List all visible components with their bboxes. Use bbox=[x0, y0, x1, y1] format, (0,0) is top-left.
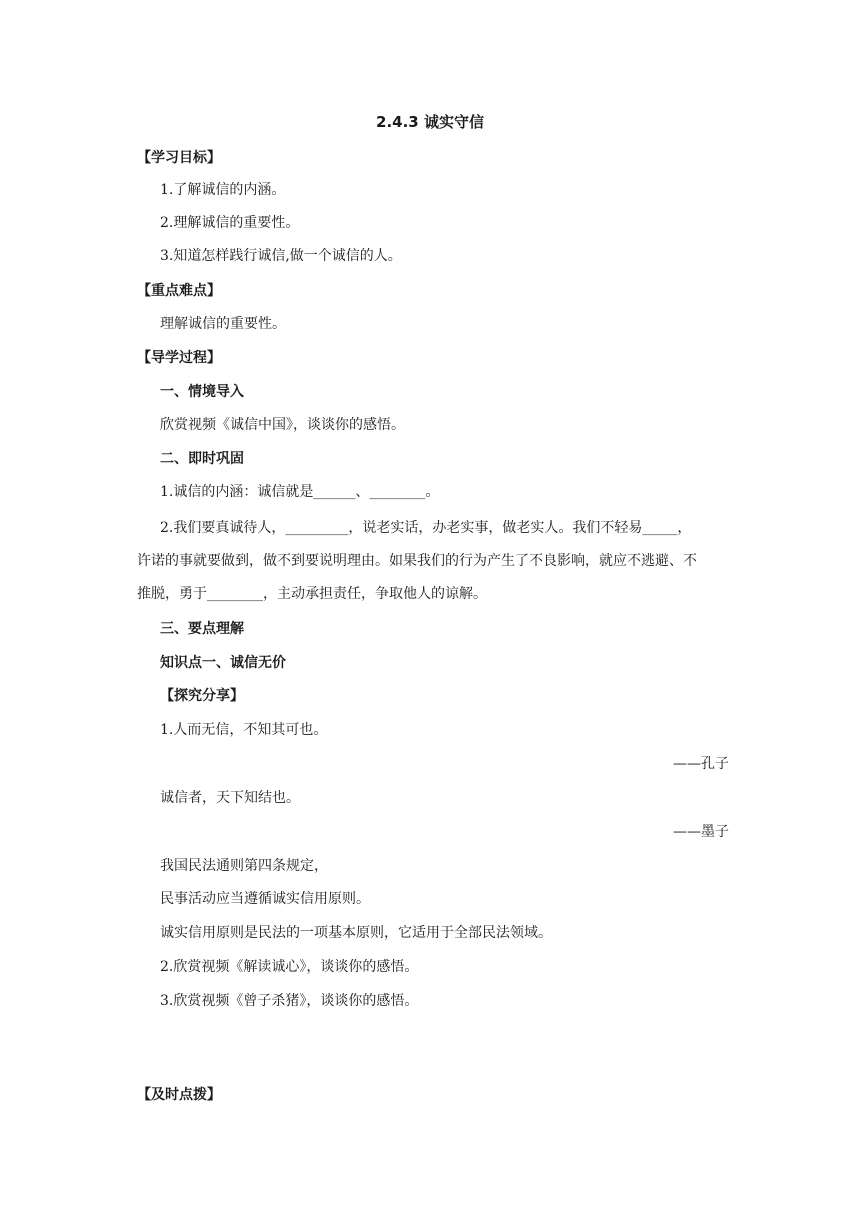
question-2-line-3: 推脱，勇于________，主动承担责任，争取他人的谅解。 bbox=[137, 586, 487, 602]
section1-text: 欣赏视频《诚信中国》，谈谈你的感悟。 bbox=[160, 417, 405, 433]
question-1: 1.诚信的内涵：诚信就是______、________。 bbox=[160, 484, 440, 500]
question-2-line-2: 许诺的事就要做到，做不到要说明理由。如果我们的行为产生了不良影响，就应不逃避、不 bbox=[137, 553, 697, 569]
law-line-2: 民事活动应当遵循诚实信用原则。 bbox=[160, 891, 370, 907]
quote-1: 1.人而无信，不知其可也。 bbox=[160, 722, 328, 738]
page-title: 2.4.3 诚实守信 bbox=[376, 113, 484, 131]
question-2-line-1: 2.我们要真诚待人，_________，说老实话，办老实事，做老实人。我们不轻易_____， bbox=[160, 520, 692, 536]
law-line-3: 诚实信用原则是民法的一项基本原则，它适用于全部民法领域。 bbox=[160, 925, 552, 941]
section1-heading: 一、情境导入 bbox=[160, 384, 244, 400]
goal-item-1: 1.了解诚信的内涵。 bbox=[160, 182, 286, 198]
goal-item-2: 2.理解诚信的重要性。 bbox=[160, 215, 300, 231]
section2-heading: 二、即时巩固 bbox=[160, 451, 244, 467]
tips-heading: 【及时点拨】 bbox=[137, 1087, 221, 1103]
process-heading: 【导学过程】 bbox=[137, 350, 221, 366]
learning-goals-heading: 【学习目标】 bbox=[137, 150, 221, 166]
quote-1-source: ——孔子 bbox=[673, 756, 729, 772]
law-line-1: 我国民法通则第四条规定， bbox=[160, 858, 328, 874]
activity-item-3: 3.欣赏视频《曾子杀猪》，谈谈你的感悟。 bbox=[160, 993, 419, 1009]
activity-item-2: 2.欣赏视频《解读诚心》，谈谈你的感悟。 bbox=[160, 959, 419, 975]
quote-2-source: ——墨子 bbox=[673, 824, 729, 840]
key-points-text: 理解诚信的重要性。 bbox=[160, 316, 286, 332]
knowledge-point-1: 知识点一、诚信无价 bbox=[160, 655, 286, 671]
section3-heading: 三、要点理解 bbox=[160, 621, 244, 637]
goal-item-3: 3.知道怎样践行诚信,做一个诚信的人。 bbox=[160, 248, 402, 264]
quote-2: 诚信者，天下知结也。 bbox=[160, 790, 300, 806]
explore-heading: 【探究分享】 bbox=[160, 688, 244, 704]
key-points-heading: 【重点难点】 bbox=[137, 283, 221, 299]
